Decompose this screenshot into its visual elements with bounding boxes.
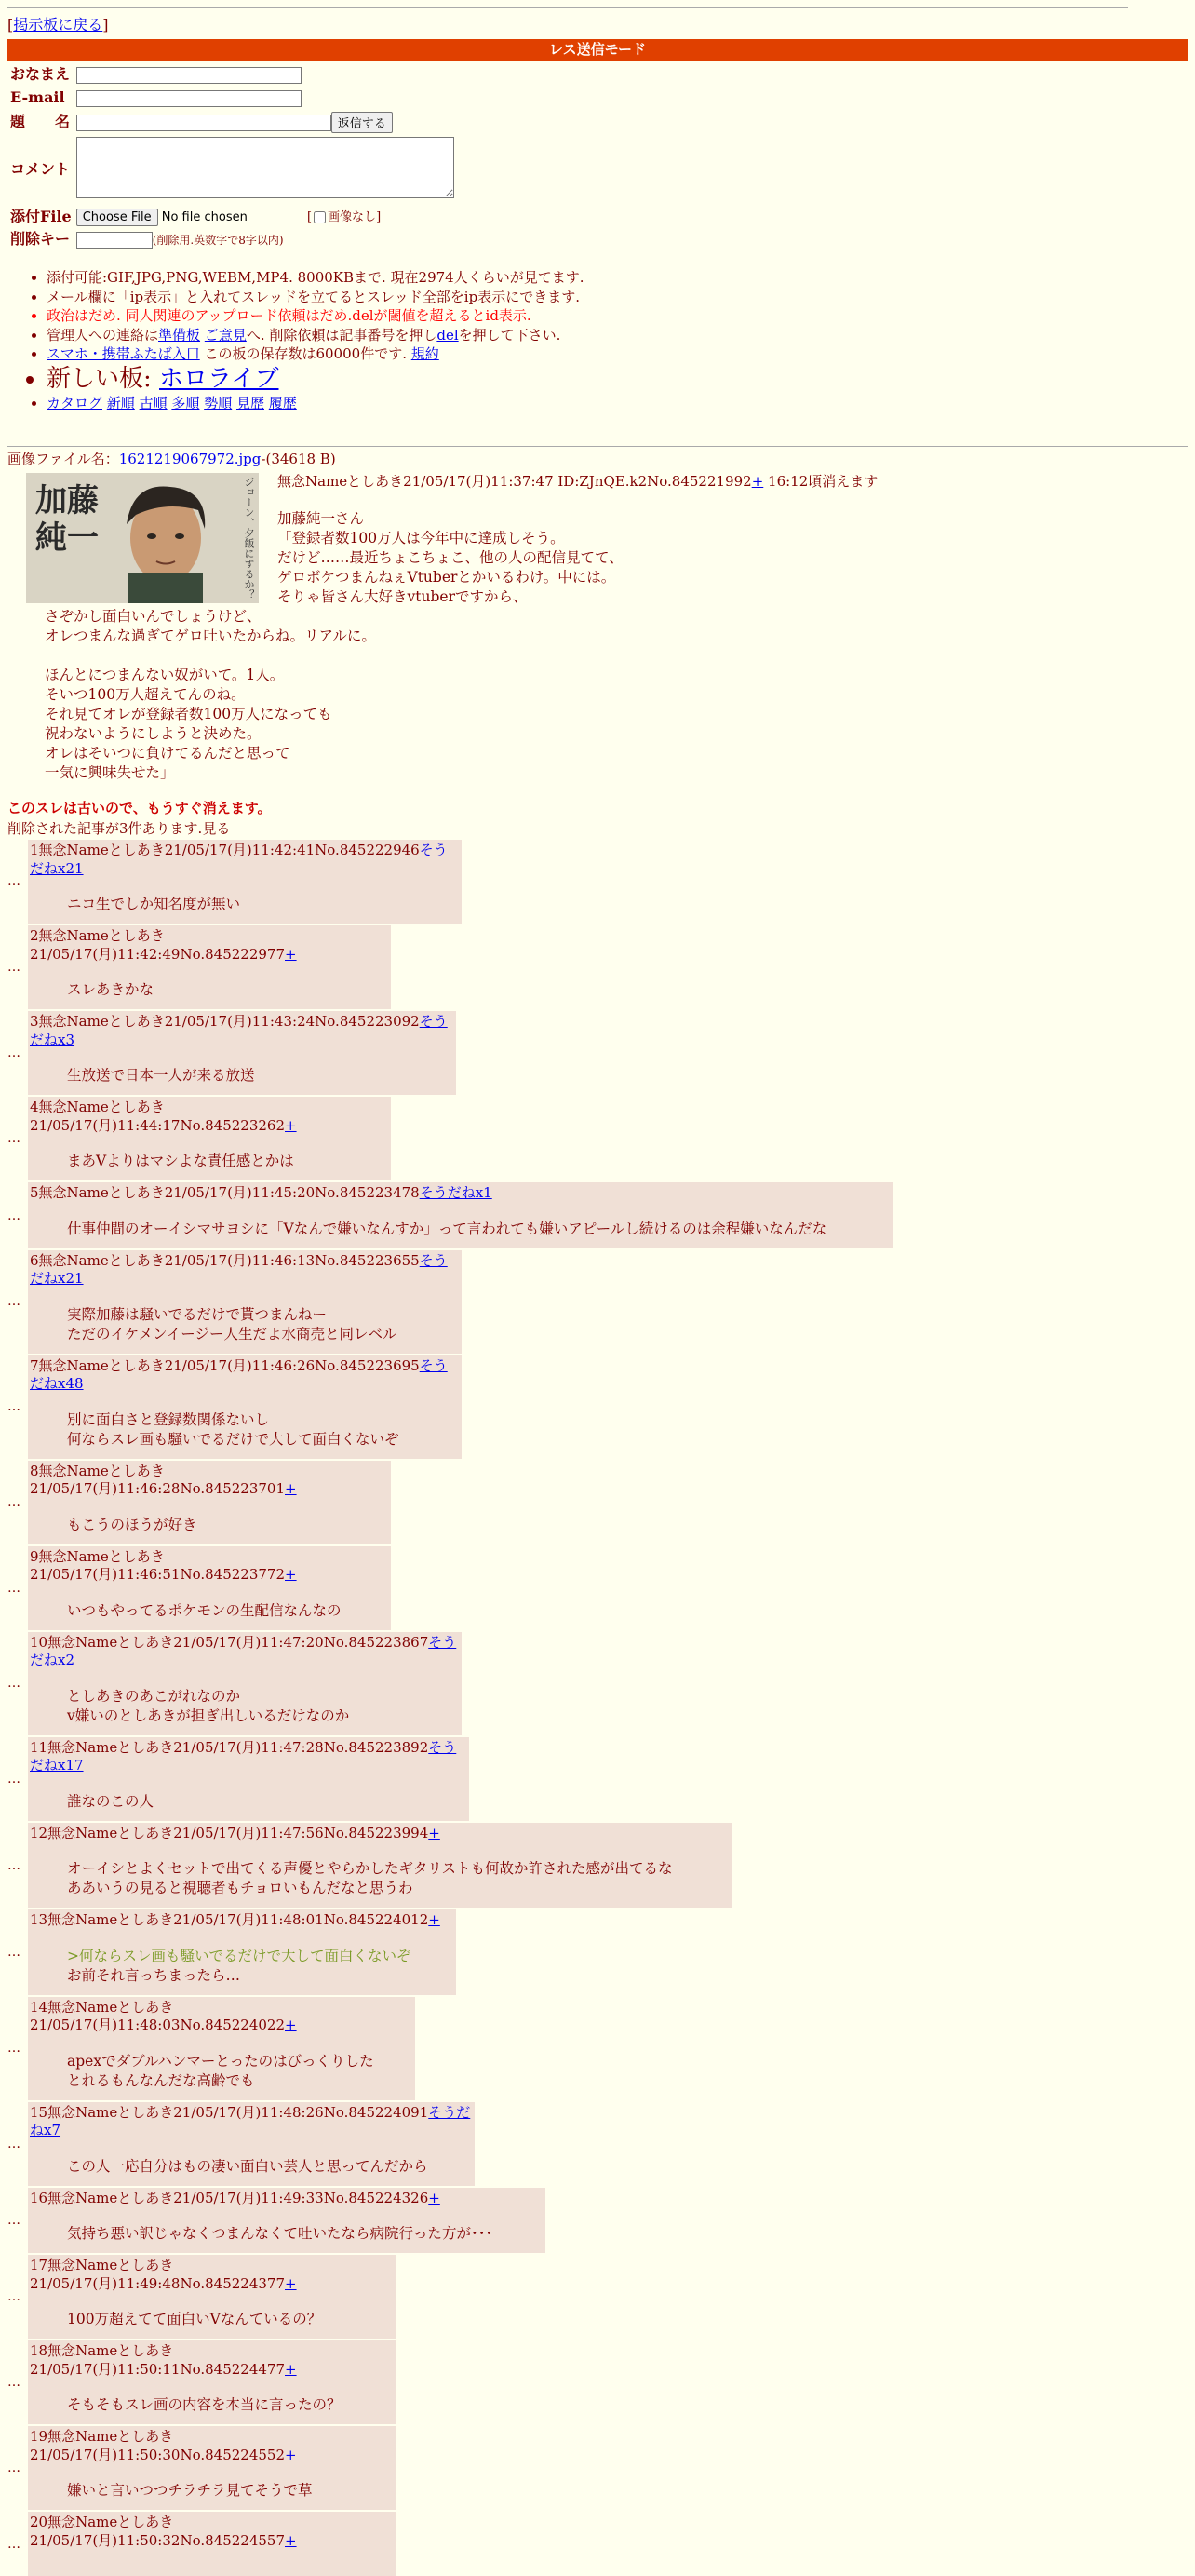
op-line: 一気に興味失せた」: [45, 764, 175, 782]
reply-plus-link[interactable]: +: [285, 2446, 297, 2463]
op-line: 加藤純一さん: [277, 510, 365, 528]
soudane-link[interactable]: そうだねx21: [30, 1251, 448, 1288]
op-line: オレはそいつに負けてるんだと思って: [45, 745, 290, 762]
reply-mode-bar: レス送信モード: [7, 39, 1188, 61]
reply-body: [67, 1516, 380, 1535]
reply-form: おなまえ E-mail 題 名 返信する コメント 添付File Choose File No file chosen [ 画像なし] 削除キー (削除用.英数字で8字以内): [7, 62, 457, 252]
rule-ip: • メール欄に「ip表示」と入れてスレッドを立てるとスレッド全部をip表示にできます.: [47, 289, 1188, 307]
reply-meta: 10無念Nameとしあき21/05/17(月)11:47:20No.845223867: [30, 1633, 429, 1651]
name-input[interactable]: [76, 67, 302, 84]
reply-meta: 7無念Nameとしあき21/05/17(月)11:46:26No.845223695: [30, 1356, 420, 1374]
no-image-label: 画像なし: [328, 209, 377, 224]
reply-plus-link[interactable]: +: [285, 2274, 297, 2292]
reply-meta: 5無念Nameとしあき21/05/17(月)11:45:20No.845223478: [30, 1184, 420, 1202]
reply-box: [28, 1250, 462, 1354]
reply-meta: 8無念Nameとしあき21/05/17(月)11:46:28No.845223701: [30, 1462, 285, 1498]
email-input[interactable]: [76, 90, 302, 107]
reply-body: [67, 1152, 380, 1171]
reply-box: [28, 1546, 391, 1630]
delete-key-label: 削除キー: [10, 230, 71, 249]
reply-ellipsis: …: [7, 2213, 20, 2229]
reply-ellipsis: …: [7, 2375, 20, 2391]
file-status: No file chosen: [161, 209, 248, 224]
reply-plus-link[interactable]: +: [428, 2189, 440, 2206]
reply-meta: 13無念Nameとしあき21/05/17(月)11:48:01No.845224012: [30, 1911, 429, 1929]
reply-header: [30, 1999, 413, 2035]
op-line: さぞかし面白いんでしょうけど、: [45, 608, 262, 626]
reply-meta: 20無念Nameとしあき21/05/17(月)11:50:32No.845224557: [30, 2514, 285, 2549]
reply-header: [30, 2428, 395, 2464]
reply-row: [7, 2255, 1188, 2339]
soudane-link[interactable]: そうだねx3: [30, 1013, 448, 1048]
reply-row: [7, 1632, 1188, 1735]
reply-plus-link[interactable]: +: [285, 1480, 297, 1498]
thumb-name-text: 加藤 純一: [35, 481, 99, 557]
thumb-caption: ジョーン、夕飯にするか？: [243, 476, 255, 600]
reply-row: [7, 1823, 1188, 1908]
reply-header: [30, 927, 389, 964]
reply-header: [30, 1252, 460, 1288]
reply-body: [67, 2481, 385, 2501]
reply-plus-link[interactable]: +: [285, 1116, 297, 1134]
reply-box: [28, 2102, 475, 2186]
op-post: [7, 469, 1188, 784]
reply-ellipsis: …: [7, 1494, 20, 1510]
op-header: 無念Nameとしあき21/05/17(月)11:37:47 ID:ZJnQE.k2No.845221992+ 16:12頃消えます: [277, 472, 879, 490]
reply-row: [7, 925, 1188, 1009]
reply-body: [67, 1792, 458, 1812]
reply-line: >何ならスレ画も騒いでるだけで大して面白くないぞ: [67, 1947, 411, 1964]
reply-plus-link[interactable]: +: [428, 1824, 440, 1841]
reply-ellipsis: …: [7, 1294, 20, 1310]
comment-textarea[interactable]: [76, 137, 454, 198]
op-line: オレつまんな過ぎてゲロ吐いたからね。リアルに。: [45, 627, 376, 645]
reply-row: [7, 1546, 1188, 1630]
reply-ellipsis: …: [7, 2536, 20, 2552]
reply-ellipsis: …: [7, 1207, 20, 1223]
new-board: • 新しい板: ホロライブ: [47, 365, 1188, 394]
reply-line: まあVよりはマシよな責任感とかは: [67, 1153, 294, 1170]
hololive-board-link[interactable]: ホロライブ: [159, 364, 279, 393]
reply-ellipsis: …: [7, 1676, 20, 1692]
no-image-checkbox[interactable]: [314, 211, 326, 223]
reply-row: [7, 1737, 1188, 1821]
rule-mobile: • スマホ・携帯ふたば入口 この板の保存数は60000件です. 規約: [47, 345, 1188, 364]
terms-link[interactable]: 規約: [410, 345, 439, 363]
reply-header: [30, 2190, 544, 2208]
reply-meta: 15無念Nameとしあき21/05/17(月)11:48:26No.845224091: [30, 2103, 429, 2121]
file-label: 添付File: [10, 207, 72, 225]
soudane-link[interactable]: そうだねx48: [30, 1356, 448, 1393]
reply-line: お前それ言っちまったら…: [67, 1966, 241, 1984]
reply-meta: 16無念Nameとしあき21/05/17(月)11:49:33No.845224326: [30, 2189, 429, 2206]
reply-meta: 6無念Nameとしあき21/05/17(月)11:46:13No.845223655: [30, 1251, 420, 1269]
reply-line: ニコ生でしか知名度が無い: [67, 896, 241, 913]
catalog-link[interactable]: カタログ: [47, 394, 103, 411]
reply-plus-link[interactable]: +: [285, 945, 297, 963]
reply-row: [7, 1997, 1188, 2100]
reply-row: [7, 2340, 1188, 2424]
soudane-link[interactable]: そうだねx2: [30, 1633, 457, 1669]
reply-line: 誰なのこの人: [67, 1792, 154, 1810]
op-plus-link[interactable]: +: [751, 472, 764, 490]
history-link[interactable]: 履歴: [268, 394, 297, 411]
reply-body: [67, 2224, 534, 2244]
choose-file-button[interactable]: Choose File: [76, 209, 158, 226]
page: [0, 7, 1195, 2576]
thread-expiry-warning: このスレは古いので、もうすぐ消えます。: [7, 800, 272, 817]
reply-body: [67, 1220, 882, 1239]
reply-ellipsis: …: [7, 1771, 20, 1787]
thread-divider: [7, 446, 1188, 447]
reply-body: [67, 1305, 450, 1344]
reply-meta: 17無念Nameとしあき21/05/17(月)11:49:48No.845224377: [30, 2257, 285, 2292]
reply-box: [28, 840, 462, 924]
reply-box: [28, 1097, 391, 1180]
reply-box: [28, 1182, 893, 1248]
reply-box: [28, 1011, 456, 1095]
reply-ellipsis: …: [7, 1945, 20, 1961]
reply-body: [67, 1687, 450, 1726]
reply-box: [28, 2340, 396, 2424]
op-line: それ見てオレが登録者数100万人になっても: [45, 706, 332, 723]
reply-meta: 12無念Nameとしあき21/05/17(月)11:47:56No.845223994: [30, 1824, 429, 1841]
op-line: [45, 646, 1188, 666]
sort-old-link[interactable]: 古順: [139, 394, 168, 411]
reply-line: とれるもんなんだな高齢でも: [67, 2071, 255, 2089]
op-line: だけど……最近ちょこちょこ、他の人の配信見てて、: [277, 549, 624, 567]
mobile-entrance-link[interactable]: スマホ・携帯ふたば入口: [47, 345, 200, 363]
reply-meta: 4無念Nameとしあき21/05/17(月)11:44:17No.845223262: [30, 1099, 285, 1134]
reply-box: [28, 1909, 456, 1995]
reply-row: [7, 1909, 1188, 1995]
reply-line: 別に面白さと登録数関係ないし: [67, 1410, 270, 1428]
reply-header: [30, 1739, 467, 1775]
reply-meta: 2無念Nameとしあき21/05/17(月)11:42:49No.845222977: [30, 927, 285, 963]
reply-body: [67, 895, 450, 914]
reply-row: [7, 1182, 1188, 1248]
reply-meta: 19無念Nameとしあき21/05/17(月)11:50:30No.845224552: [30, 2428, 285, 2463]
reply-ellipsis: …: [7, 1399, 20, 1415]
op-line: 祝わないようにしようと決めた。: [45, 725, 262, 743]
reply-ellipsis: …: [7, 1580, 20, 1596]
reply-row: [7, 2188, 1188, 2254]
reply-box: [28, 1355, 462, 1459]
reply-row: [7, 2512, 1188, 2576]
soudane-link[interactable]: そうだねx1: [419, 1184, 492, 1202]
reply-body: [67, 1410, 450, 1450]
sort-many-link[interactable]: 多順: [171, 394, 200, 411]
rule-politics: • 政治はだめ. 同人関連のアップロード依頼はだめ.delが閾値を超えるとid表示.: [47, 307, 1188, 326]
reply-header: [30, 2514, 395, 2550]
reply-ellipsis: …: [7, 2136, 20, 2151]
reply-line: 100万超えてて面白いVなんているの？: [67, 2311, 322, 2328]
reply-box: [28, 1632, 462, 1735]
reply-line: v嫌いのとしあきが担ぎ出しいるだけなのか: [67, 1706, 350, 1724]
email-label: E-mail: [10, 88, 65, 107]
reply-ellipsis: …: [7, 960, 20, 976]
reply-body: [67, 1066, 445, 1086]
board-rules: [7, 269, 1188, 412]
reply-box: [28, 2512, 396, 2576]
reply-line: 何ならスレ画も騒いでるだけで大して面白くないぞ: [67, 1430, 399, 1448]
reply-plus-link[interactable]: +: [285, 2531, 297, 2549]
reply-body: [67, 2310, 385, 2329]
op-line: そいつ100万人超えてんのね。: [45, 686, 246, 704]
op-line: ゲロボケつまんねぇVtuberとかいるわけ。中には。: [277, 569, 616, 587]
reply-box: [28, 2255, 396, 2339]
submit-reply-button[interactable]: 返信する: [331, 112, 393, 133]
op-thumbnail[interactable]: [26, 473, 259, 603]
reply-header: [30, 1548, 389, 1585]
reply-line: 嫌いと言いつつチラチラ見てそうで草: [67, 2482, 313, 2500]
reply-list: [7, 840, 1188, 2576]
image-file-link[interactable]: 1621219067972.jpg: [118, 451, 262, 468]
reply-line: 実際加藤は騒いでるだけで貰つまんねー: [67, 1305, 328, 1323]
sort-momentum-link[interactable]: 勢順: [204, 394, 233, 411]
back-nav: [掲示板に戻る]: [7, 16, 109, 34]
reply-meta: 14無念Nameとしあき21/05/17(月)11:48:03No.845224022: [30, 1998, 285, 2034]
reply-body: [67, 2157, 463, 2177]
reply-ellipsis: …: [7, 1857, 20, 1873]
deleted-posts-note: 削除された記事が3件あります.見る: [7, 819, 231, 837]
reply-row: [7, 1355, 1188, 1459]
reply-header: [30, 1463, 389, 1499]
thumb-face-illustration: [26, 473, 259, 603]
reply-plus-link[interactable]: +: [285, 2016, 297, 2034]
delete-key-input[interactable]: [76, 232, 153, 249]
reply-plus-link[interactable]: +: [285, 2360, 297, 2378]
soudane-link[interactable]: そうだねx7: [30, 2103, 471, 2139]
reply-ellipsis: …: [7, 2289, 20, 2305]
reply-box: [28, 2188, 545, 2254]
reply-meta: 18無念Nameとしあき21/05/17(月)11:50:11No.845224477: [30, 2342, 285, 2378]
reply-ellipsis: …: [7, 1131, 20, 1147]
subject-input[interactable]: [76, 115, 331, 131]
prep-board-link[interactable]: 準備板: [158, 326, 201, 344]
op-line: そりゃ皆さん大好きvtuberですから、: [277, 588, 528, 606]
reply-box: [28, 1461, 391, 1544]
reply-header: [30, 2342, 395, 2379]
reply-box: [28, 2426, 396, 2510]
reply-box: [28, 1823, 732, 1908]
name-label: おなまえ: [10, 65, 71, 84]
reply-header: [30, 842, 460, 878]
top-divider: [7, 7, 1128, 8]
reply-header: [30, 1357, 460, 1394]
reply-line: そもそもスレ画の内容を本当に言ったの？: [67, 2396, 342, 2414]
reply-line: 気持ち悪い訳じゃなくつまんなくて吐いたなら病院行った方が･･･: [67, 2225, 493, 2243]
reply-box: [28, 1997, 415, 2100]
reply-line: 仕事仲間のオーイシマサヨシに「Vなんで嫌いなんすか」って言われても嫌いアピールし続けるのは余程嫌いなんだな: [67, 1220, 827, 1237]
reply-meta: 3無念Nameとしあき21/05/17(月)11:43:24No.845223092: [30, 1013, 420, 1031]
op-line: 「登録者数100万人は今年中に達成しそう。: [277, 530, 565, 547]
rule-contact: • 管理人への連絡は準備板 ご意見へ. 削除依頼は記事番号を押しdelを押して下さい.: [47, 327, 1188, 345]
comment-label: コメント: [10, 160, 71, 179]
view-history-link[interactable]: 見歴: [235, 394, 264, 411]
op-line: ほんとにつまんない奴がいて。1人。: [45, 667, 285, 684]
reply-line: 生放送で日本一人が来る放送: [67, 1067, 255, 1085]
reply-body: [67, 2052, 404, 2091]
reply-row: [7, 1250, 1188, 1354]
reply-row: [7, 840, 1188, 924]
reply-header: [30, 1184, 892, 1203]
reply-line: ただのイケメンイージー人生だよ水商売と同レベル: [67, 1325, 397, 1342]
reply-body: [67, 1601, 380, 1621]
reply-line: もこうのほうが好き: [67, 1516, 197, 1533]
delete-key-hint: (削除用.英数字で8字以内): [152, 234, 284, 248]
soudane-link[interactable]: そうだねx17: [30, 1738, 457, 1774]
back-to-board-link[interactable]: 掲示板に戻る: [13, 16, 103, 34]
reply-line: としあきのあこがれなのか: [67, 1687, 241, 1705]
reply-plus-link[interactable]: +: [285, 1566, 297, 1584]
reply-plus-link[interactable]: +: [428, 1911, 440, 1929]
reply-ellipsis: …: [7, 2041, 20, 2057]
reply-line: ああいうの見ると視聴者もチョロいもんだなと思うわ: [67, 1880, 413, 1897]
reply-ellipsis: …: [7, 2461, 20, 2476]
reply-header: [30, 1825, 730, 1843]
reply-ellipsis: …: [7, 874, 20, 890]
reply-meta: 11無念Nameとしあき21/05/17(月)11:47:28No.845223892: [30, 1738, 429, 1756]
reply-ellipsis: …: [7, 1045, 20, 1061]
reply-body: [67, 1947, 445, 1986]
reply-header: [30, 2104, 473, 2140]
reply-line: スレあきかな: [67, 981, 154, 999]
reply-box: [28, 1737, 469, 1821]
reply-header: [30, 1634, 460, 1670]
reply-row: [7, 1011, 1188, 1095]
reply-header: [30, 1099, 389, 1135]
sort-new-link[interactable]: 新順: [106, 394, 135, 411]
reply-body: [67, 980, 380, 1000]
rule-upload: • 添付可能:GIF,JPG,PNG,WEBM,MP4. 8000KBまで. 現在2974人くらいが見てます.: [47, 269, 1188, 288]
reply-meta: 1無念Nameとしあき21/05/17(月)11:42:41No.845222946: [30, 842, 420, 859]
reply-line: apexでダブルハンマーとったのはびっくりした: [67, 2052, 374, 2070]
reply-header: [30, 1911, 454, 1930]
reply-header: [30, 1013, 454, 1049]
reply-row: [7, 2426, 1188, 2510]
subject-label: 題 名: [10, 112, 71, 130]
sort-links: [47, 395, 1188, 413]
soudane-link[interactable]: そうだねx21: [30, 842, 448, 877]
reply-header: [30, 2257, 395, 2293]
reply-line: この人一応自分はもの凄い面白い芸人と思ってんだから: [67, 2157, 428, 2175]
reply-row: [7, 2102, 1188, 2186]
del-link[interactable]: del: [436, 326, 459, 344]
reply-row: [7, 1097, 1188, 1180]
reply-line: いつもやってるポケモンの生配信なんなの: [67, 1601, 342, 1619]
reply-meta: 9無念Nameとしあき21/05/17(月)11:46:51No.845223772: [30, 1547, 285, 1584]
reply-body: [67, 1859, 720, 1898]
reply-box: [28, 925, 391, 1009]
opinion-link[interactable]: ご意見: [204, 326, 247, 344]
image-file-line: 画像ファイル名：1621219067972.jpg-(34618 B): [7, 451, 336, 468]
reply-body: [67, 2395, 385, 2415]
reply-line: オーイシとよくセットで出てくる声優とやらかしたギタリストも何故か許された感が出てるな: [67, 1860, 673, 1878]
reply-row: [7, 1461, 1188, 1544]
